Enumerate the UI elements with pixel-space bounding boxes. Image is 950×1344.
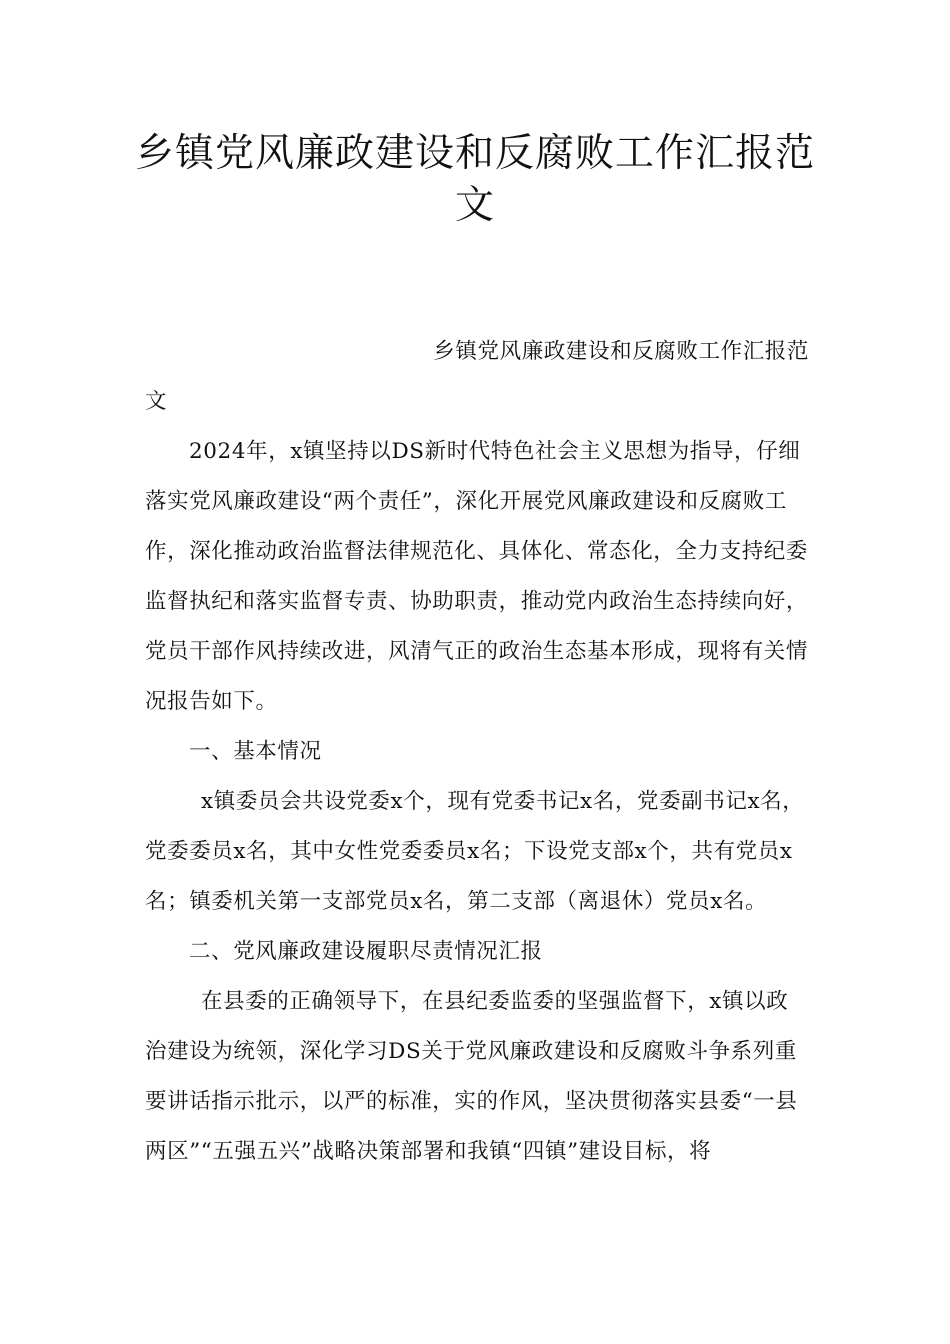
section-heading-basic: 一、基本情况 [189,739,322,764]
title-line-1: 乡镇党风廉政建设和反腐败工作汇报范 [134,131,815,176]
document-body [145,327,809,1177]
title-line-2: 文 [454,183,495,228]
duty-paragraph: 在县委的正确领导下，在县纪委监委的坚强监督下，x镇以政治建设为统领，深化学习DS关于党风廉政建设和反腐败斗争系列重要讲话指示批示，以严的标准，实的作风，坚决贯彻落实县委“一县两区”“五强五兴”战略决策部署和我镇“四镇”建设目标，将 [145,989,798,1164]
section-heading-duty: 二、党风廉政建设履职尽责情况汇报 [189,939,543,964]
intro-paragraph: 2024年，x镇坚持以DS新时代特色社会主义思想为指导，仔细落实党风廉政建设“两个责任”，深化开展党风廉政建设和反腐败工作，深化推动政治监督法律规范化、具体化、常态化，全力支持纪委监督执纪和落实监督专责、协助职责，推动党内政治生态持续向好，党员干部作风持续改进，风清气正的政治生态基本形成，现将有关情况报告如下。 [145,439,809,714]
subtitle-line-1: 乡镇党风廉政建设和反腐败工作汇报范 [433,339,809,364]
subtitle-line-2: 文 [145,389,168,414]
document-title [130,128,820,232]
basic-info-paragraph: x镇委员会共设党委x个，现有党委书记x名，党委副书记x名，党委委员x名，其中女性党委委员x名；下设党支部x个，共有党员x名；镇委机关第一支部党员x名，第二支部（离退休）党员x名。 [145,789,805,914]
